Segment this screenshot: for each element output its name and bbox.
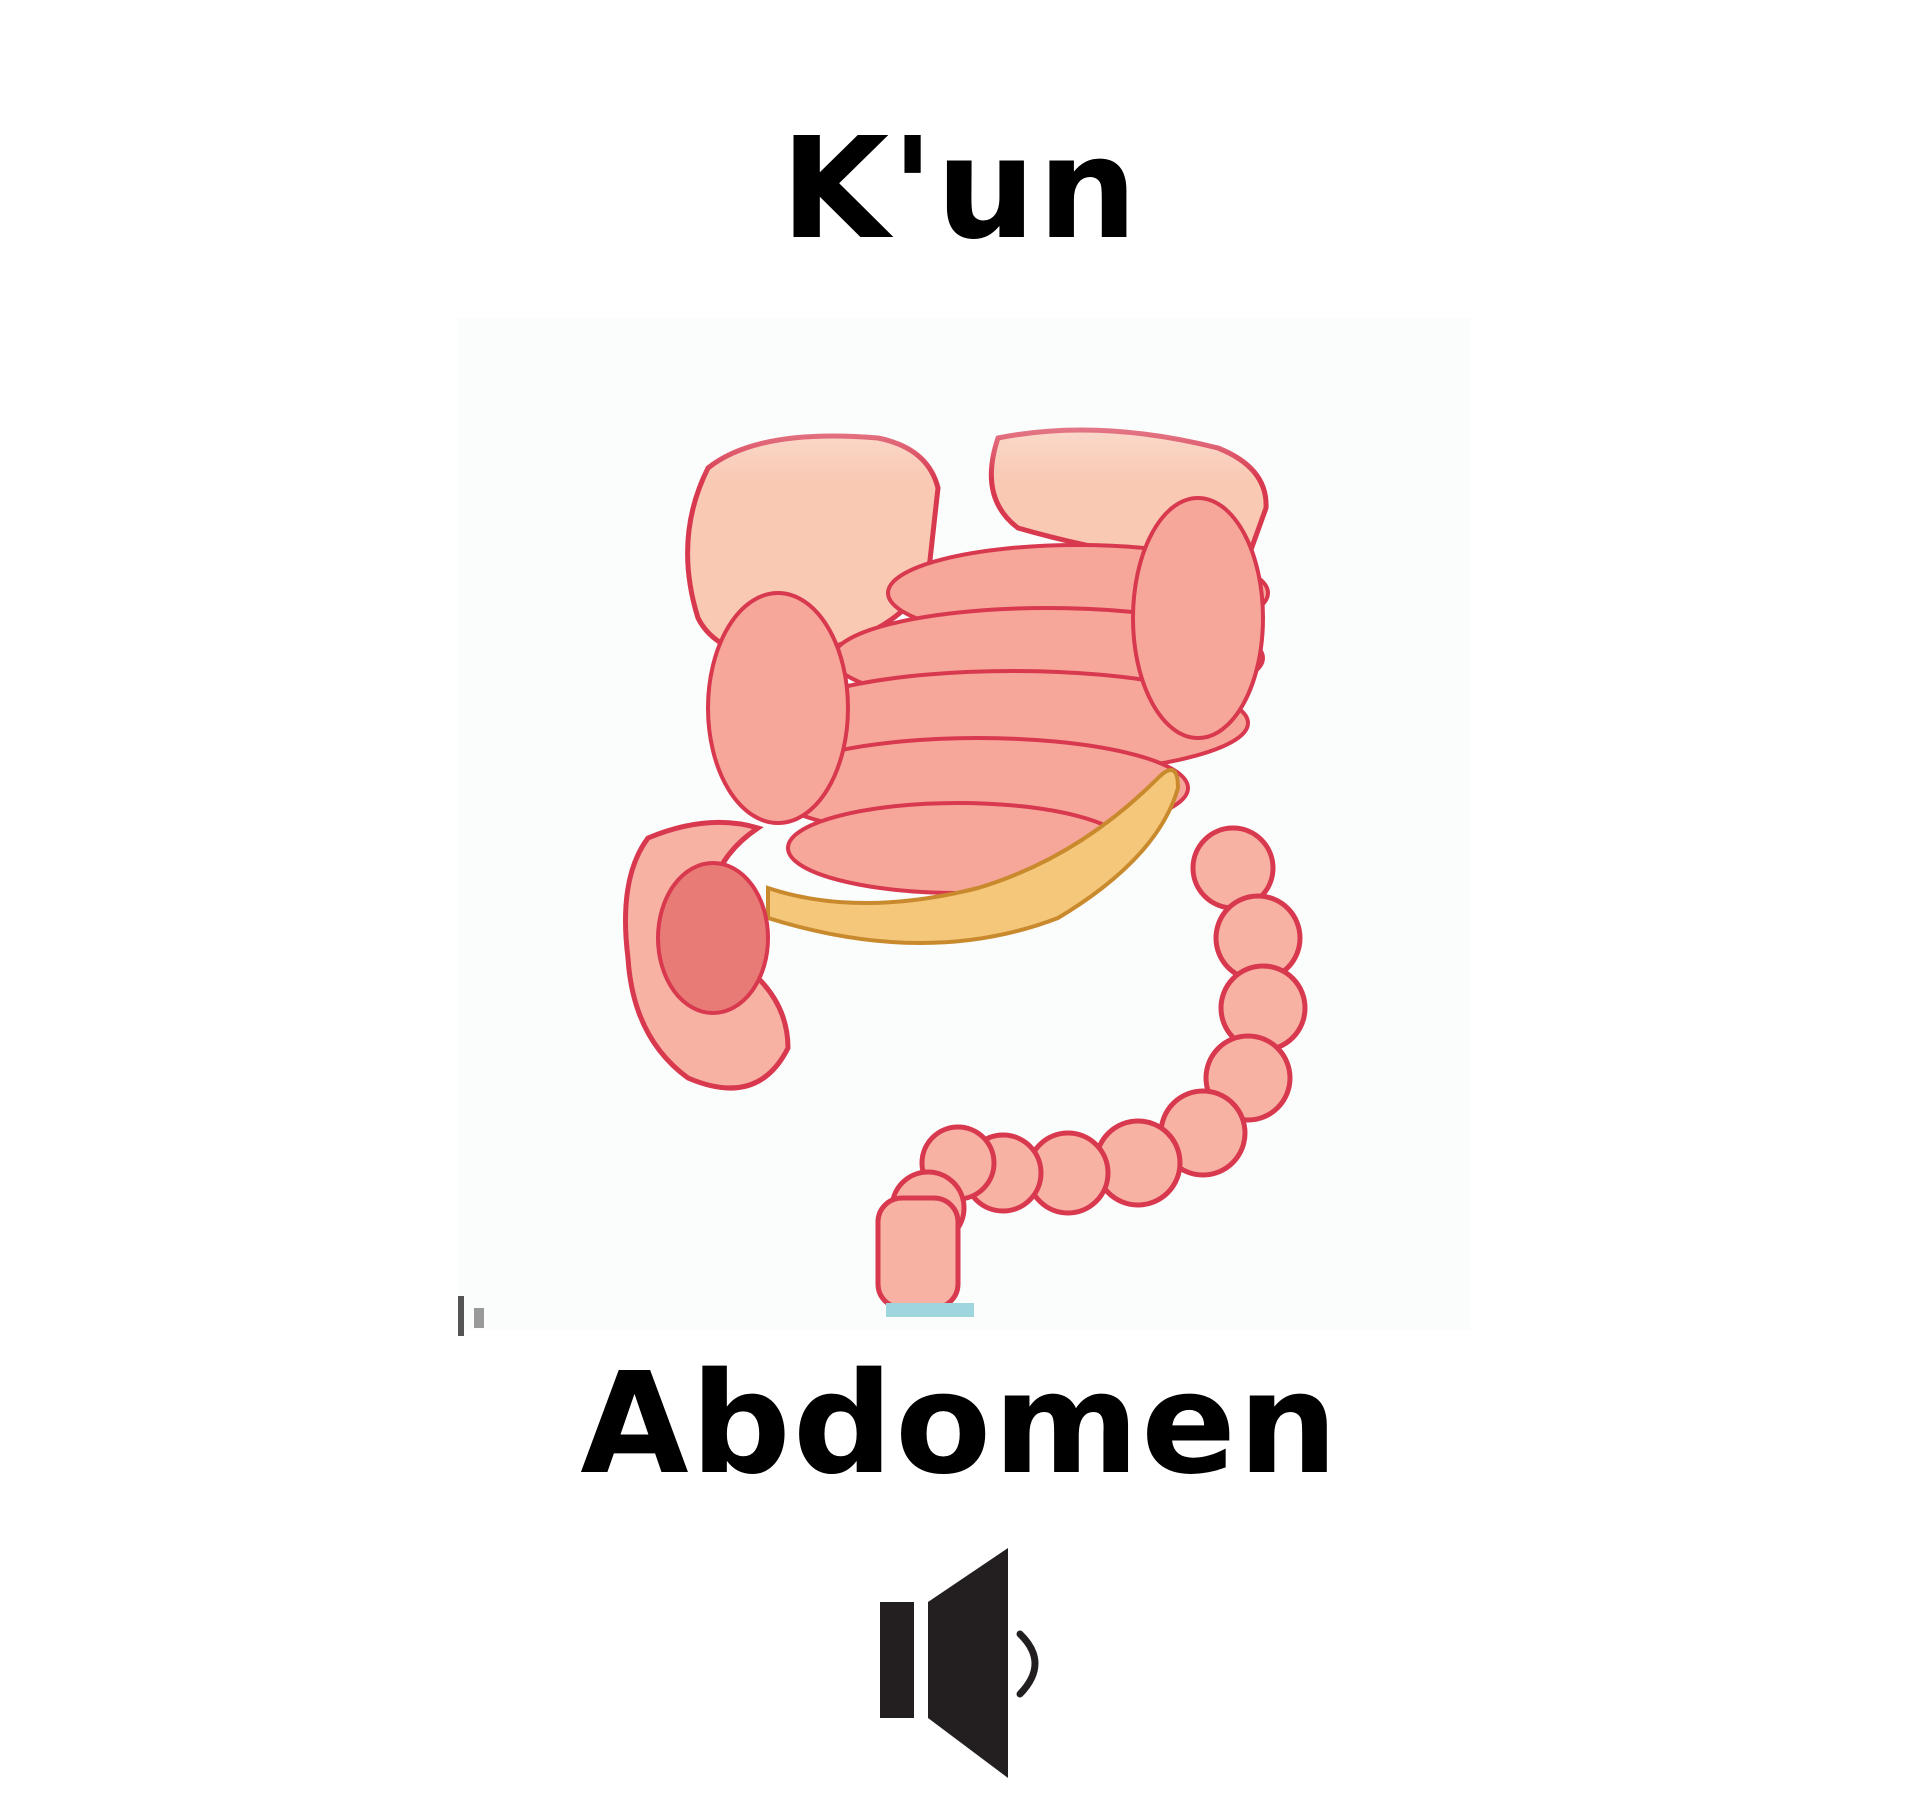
speaker-icon[interactable] (880, 1548, 1060, 1778)
term-english: Abdomen (580, 1343, 1340, 1506)
abdomen-intestines-icon (458, 318, 1470, 1330)
abdomen-illustration (458, 318, 1470, 1330)
term-kun: K'un (780, 108, 1140, 271)
image-artifact-mark (458, 1290, 492, 1336)
